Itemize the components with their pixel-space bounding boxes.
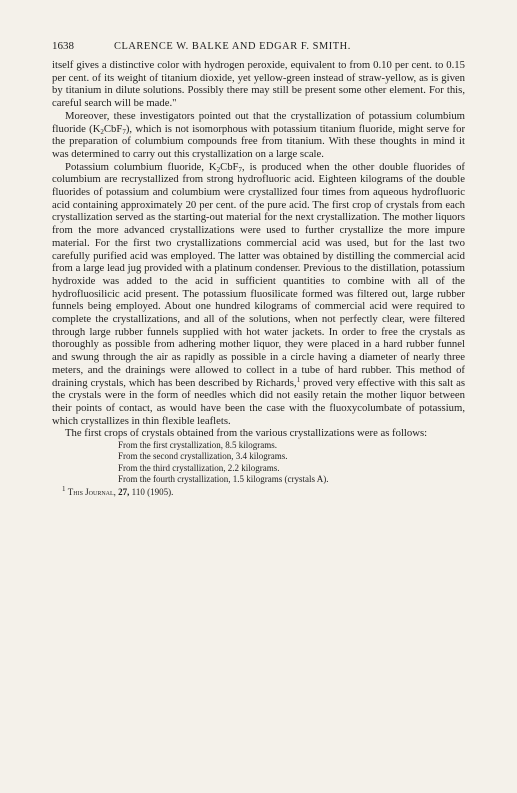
crystal-yield-list (52, 440, 465, 485)
paragraph-continued: itself gives a distinctive color with hydrogen peroxide, equivalent to from 0.10 per cent. to 0.15 per cent. of its weight of titanium dioxide, yet yellow-green instead of straw-yellow, as is given by titanium in dilute solutions. Possibly there may still be present some other element. For this, careful search will be made." (52, 59, 465, 110)
page-header (52, 40, 465, 52)
list-item: From the second crystallization, 3.4 kilograms. (118, 451, 288, 462)
footnote (52, 486, 465, 498)
paragraph-first-crops: The first crops of crystals obtained from the various crystallizations were as follows: (65, 427, 428, 440)
list-item: From the fourth crystallization, 1.5 kilograms (crystals A). (118, 473, 329, 484)
footnote-pages: 110 (1905). (131, 486, 174, 497)
paragraph-crystallization: Potassium columbium fluoride, $K_2CbF_7$, is produced when the other double fluorides of columbium are recrystallized from strong hydrofluoric acid. Eighteen kilograms of the double fluorides of potassium and columbium were crystallized four times from aqueous hydrofluoric acid containing approximately 20 per cent. of the pure acid. The first crop of crystals from each crystallization served as the starting-out material for the next crystallization. The mother liquors from the more advanced crystallizations were used to further crystallize the more impure material. For the first two crystallizations commercial acid was used, but for the last two carefully purified acid was employed. The latter was obtained by distilling the commercial acid from a large lead jug provided with a platinum condenser. Previous to the distillation, potassium hydroxide was added to the acid in sufficient quantities to combine with all of the hydrofluosilicic acid present. The potassium fluosilicate formed was filtered out, large rubber funnels being employed. About one hundred kilograms of commercial acid were required to complete the crystallizations, and all of the solutions, when not perfectly clear, were filtered through large rubber funnels supplied with hot water jackets. In order to free the crystals as thoroughly as possible from adhering mother liquor, they were placed in a hard rubber funnel and swung through the air as rapidly as possible in a circle having a diameter of nearly three meters, and the drainings were allowed to collect in a tube of hard rubber. This method of draining crystals, which has been described by Richards,$^1$ proved very effective with this salt as the crystals were in the form of needles which did not easily retain the mother liquor between their points of contact, as would have been the case with the fluoxycolumbate of potassium, which crystallizes in thin flexible leaflets. (52, 160, 465, 427)
footnote-reference: 1 (296, 375, 301, 384)
paragraph-isomorphism: Moreover, these investigators pointed out that the crystallization of potassium columbium fluoride $(K_2CbF_7)$, which is not isomorphous with potassium titanium fluoride, might serve for the preparation of columbium compounds free from titanium. With these thoughts in mind it was determined to carry out this crystallization on a large scale. (52, 109, 466, 160)
footnote-mark: 1 (62, 484, 66, 493)
list-item: From the third crystallization, 2.2 kilograms. (118, 462, 280, 473)
page-number: 1638 (52, 40, 74, 52)
footnote-journal: This Journal, (67, 486, 116, 497)
footnote-volume: 27, (118, 486, 130, 497)
list-item: From the first crystallization, 8.5 kilograms. (118, 440, 277, 451)
running-title: CLARENCE W. BALKE AND EDGAR F. SMITH. (114, 41, 351, 52)
